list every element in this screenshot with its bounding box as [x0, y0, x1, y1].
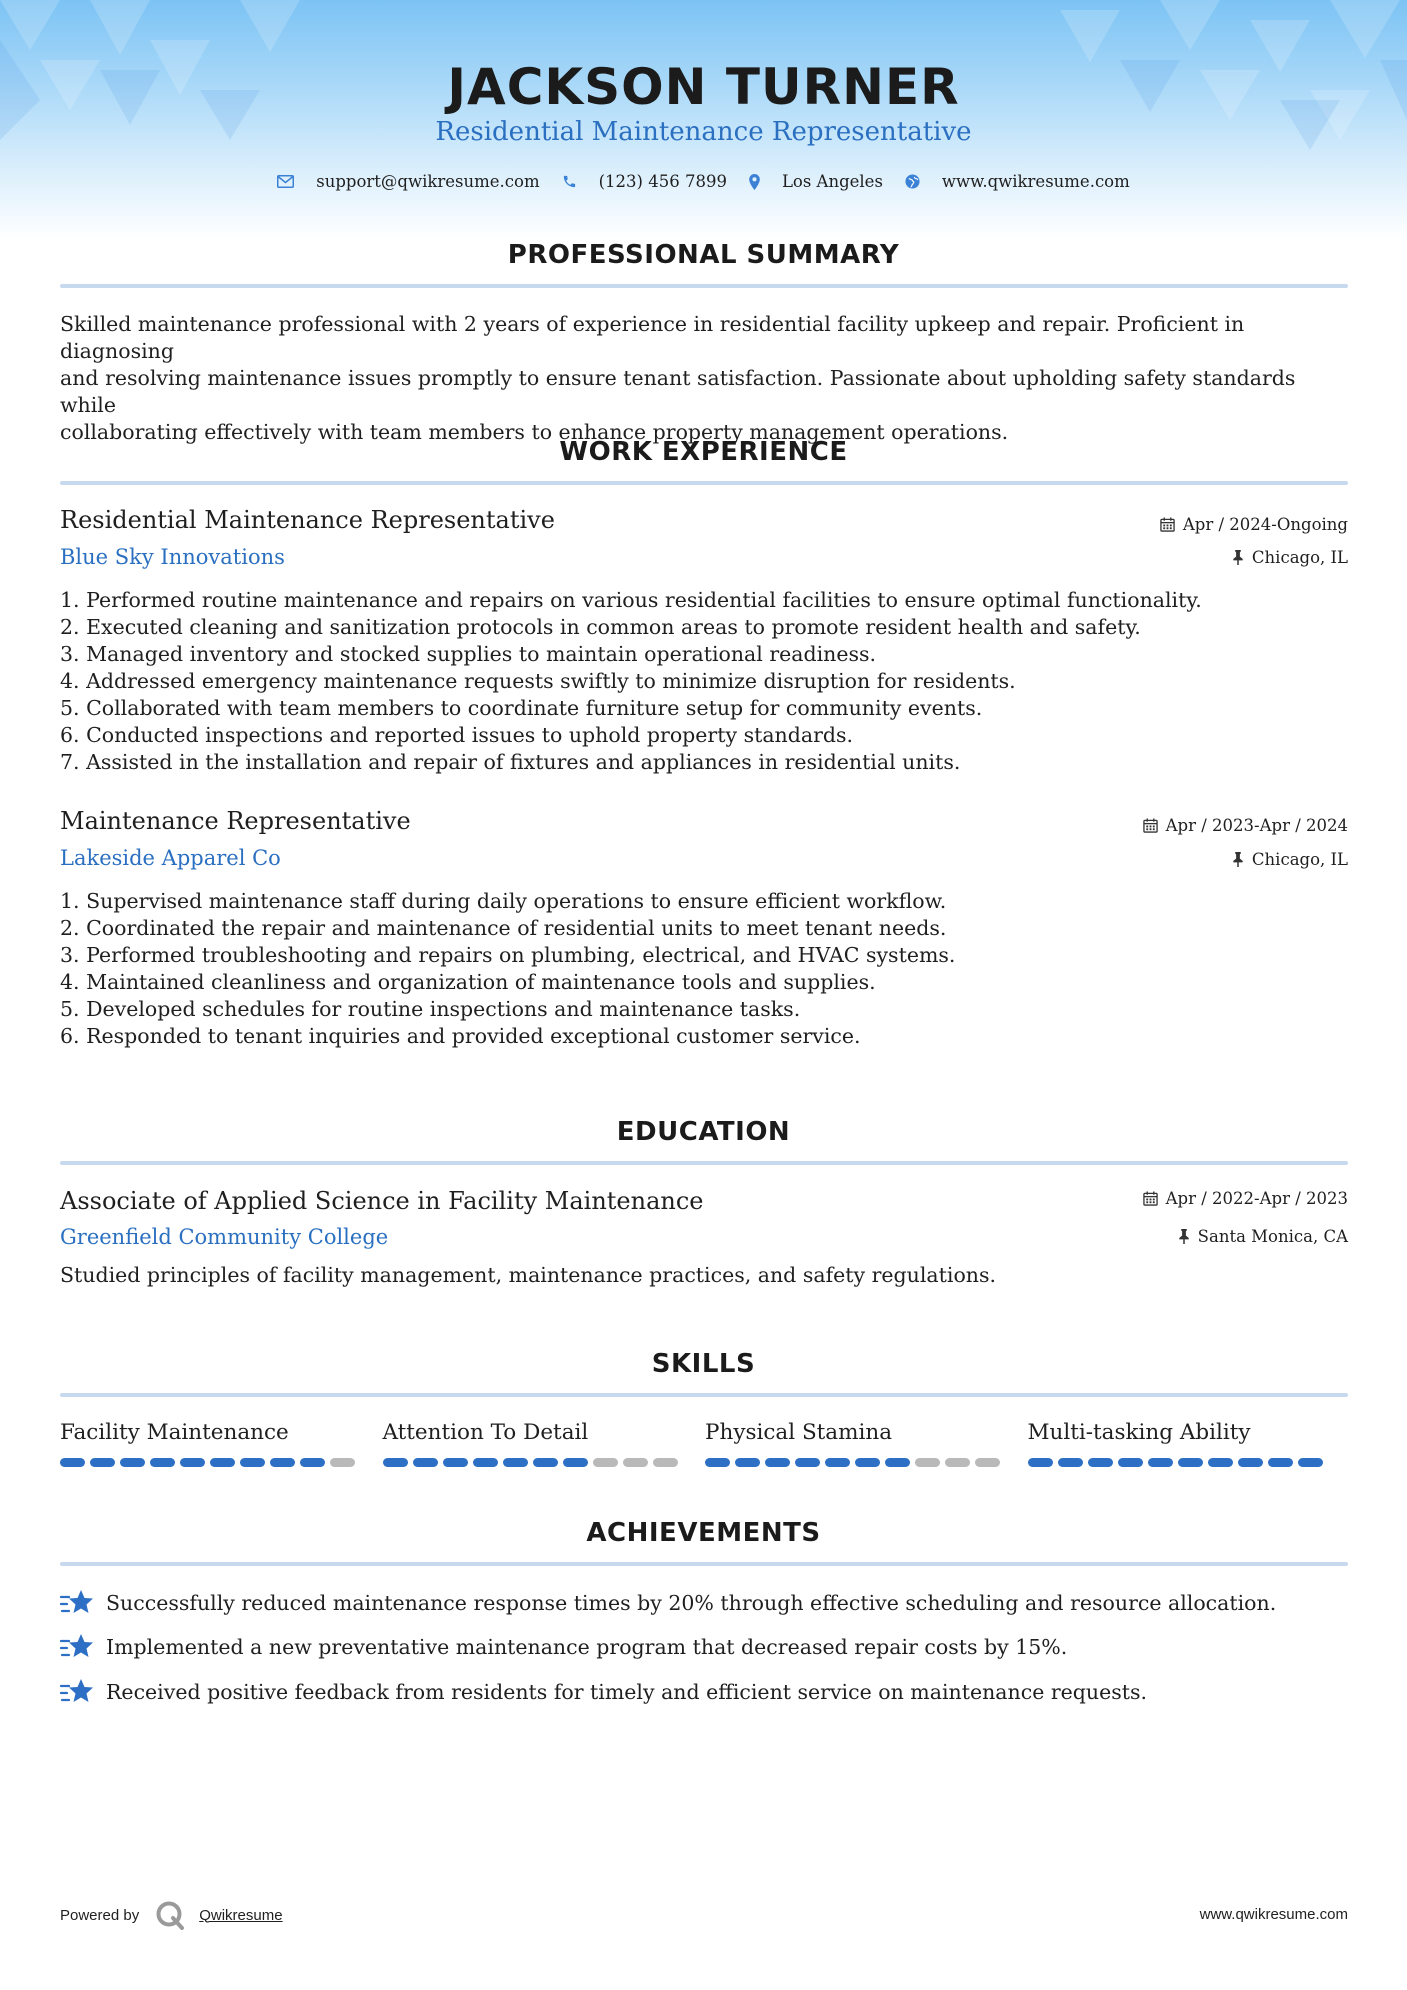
job-responsibilities [60, 888, 1350, 1050]
skills-list [60, 1420, 1350, 1467]
education-location-text: Santa Monica, CA [1197, 1227, 1348, 1246]
skill-segment [975, 1458, 1000, 1467]
skill-segment [1148, 1458, 1173, 1467]
job-dates [1160, 515, 1348, 534]
skill-segment [503, 1458, 528, 1467]
education-heading: EDUCATION [616, 1117, 791, 1147]
location-text: Los Angeles [781, 172, 883, 191]
skill-segment [945, 1458, 970, 1467]
job-title: Maintenance Representative [60, 807, 411, 835]
skill-item [383, 1420, 706, 1467]
list-item: 5. Developed schedules for routine inspections and maintenance tasks. [60, 997, 801, 1021]
list-item: 2. Coordinated the repair and maintenance of residential units to meet tenant needs. [60, 916, 947, 940]
list-item: 2. Executed cleaning and sanitization protocols in common areas to promote resident health and safety. [60, 615, 1141, 639]
qwikresume-logo-icon [155, 1900, 185, 1930]
skill-segment [915, 1458, 940, 1467]
skill-segment [855, 1458, 880, 1467]
education-location [1178, 1227, 1348, 1246]
skill-segment [593, 1458, 618, 1467]
skill-segment [60, 1458, 85, 1467]
contact-website[interactable] [905, 172, 1130, 191]
school-name: Greenfield Community College [60, 1225, 389, 1249]
pushpin-icon [1178, 1229, 1190, 1244]
star-icon [60, 1632, 94, 1662]
skill-segment [623, 1458, 648, 1467]
brand-link[interactable]: Qwikresume [199, 1906, 283, 1924]
skills-divider [60, 1393, 1348, 1397]
list-item: 5. Collaborated with team members to coordinate furniture setup for community events. [60, 696, 983, 720]
achievement-item [60, 1632, 1067, 1662]
list-item: 3. Performed troubleshooting and repairs on plumbing, electrical, and HVAC systems. [60, 943, 956, 967]
achievement-text: Implemented a new preventative maintenance program that decreased repair costs by 15%. [106, 1635, 1068, 1659]
calendar-icon [1143, 1191, 1158, 1206]
skill-level-bar [1028, 1458, 1351, 1467]
globe-icon [905, 174, 920, 189]
company-name: Blue Sky Innovations [60, 545, 285, 569]
summary-line: and resolving maintenance issues promptly to ensure tenant satisfaction. Passionate about upholding safety standards while [60, 366, 1296, 417]
phone-icon [562, 174, 577, 189]
list-item: 7. Assisted in the installation and repair of fixtures and appliances in residential units. [60, 750, 961, 774]
skill-segment [1058, 1458, 1083, 1467]
pushpin-icon [1232, 550, 1244, 565]
achievement-item [60, 1588, 1276, 1618]
skill-name: Multi-tasking Ability [1027, 1420, 1251, 1445]
list-item: 1. Supervised maintenance staff during daily operations to ensure efficient workflow. [60, 889, 947, 913]
candidate-name: JACKSON TURNER [447, 58, 960, 116]
skill-segment [1178, 1458, 1203, 1467]
job-location [1232, 850, 1348, 869]
skill-segment [705, 1458, 730, 1467]
skill-segment [825, 1458, 850, 1467]
skill-segment [473, 1458, 498, 1467]
summary-line: Skilled maintenance professional with 2 years of experience in residential facility upkeep and repair. Proficient in diagnosing [60, 312, 1245, 363]
phone-text: (123) 456 7899 [598, 172, 727, 191]
skill-level-bar [383, 1458, 706, 1467]
star-icon [60, 1677, 94, 1707]
website-text: www.qwikresume.com [941, 172, 1130, 191]
contact-phone[interactable] [562, 172, 727, 191]
skill-segment [533, 1458, 558, 1467]
list-item: 1. Performed routine maintenance and repairs on various residential facilities to ensure optimal functionality. [60, 588, 1202, 612]
skill-segment [1298, 1458, 1323, 1467]
footer-powered-by [60, 1900, 283, 1930]
skill-segment [443, 1458, 468, 1467]
education-description: Studied principles of facility management, maintenance practices, and safety regulations. [60, 1263, 997, 1287]
skill-segment [240, 1458, 265, 1467]
job-responsibilities [60, 587, 1350, 776]
skill-segment [120, 1458, 145, 1467]
powered-by-label: Powered by [60, 1906, 140, 1924]
calendar-icon [1143, 818, 1158, 833]
experience-heading: WORK EXPERIENCE [559, 437, 848, 467]
skill-segment [1118, 1458, 1143, 1467]
job-title: Residential Maintenance Representative [60, 506, 555, 534]
skill-name: Facility Maintenance [60, 1420, 289, 1445]
contact-location [749, 172, 883, 191]
summary-line: collaborating effectively with team members to enhance property management operations. [60, 420, 1009, 444]
skill-segment [270, 1458, 295, 1467]
calendar-icon [1160, 517, 1175, 532]
job-location [1232, 548, 1348, 567]
skill-segment [300, 1458, 325, 1467]
job-dates-text: Apr / 2023-Apr / 2024 [1165, 816, 1348, 835]
skill-segment [1238, 1458, 1263, 1467]
summary-text [60, 311, 1350, 446]
skill-segment [383, 1458, 408, 1467]
skills-heading: SKILLS [651, 1349, 756, 1379]
skill-segment [653, 1458, 678, 1467]
skill-segment [150, 1458, 175, 1467]
education-dates [1143, 1189, 1348, 1208]
list-item: 3. Managed inventory and stocked supplies to maintain operational readiness. [60, 642, 877, 666]
list-item: 6. Responded to tenant inquiries and provided exceptional customer service. [60, 1024, 861, 1048]
skill-segment [795, 1458, 820, 1467]
job-dates [1143, 816, 1348, 835]
skill-segment [180, 1458, 205, 1467]
summary-divider [60, 284, 1348, 288]
skill-segment [330, 1458, 355, 1467]
skill-item [1028, 1420, 1351, 1467]
achievement-item [60, 1677, 1147, 1707]
contact-email[interactable] [277, 172, 539, 191]
star-icon [60, 1588, 94, 1618]
skill-level-bar [60, 1458, 383, 1467]
skill-level-bar [705, 1458, 1028, 1467]
achievements-divider [60, 1562, 1348, 1566]
degree-title: Associate of Applied Science in Facility Maintenance [60, 1187, 704, 1215]
map-pin-icon [749, 174, 760, 190]
contact-bar [0, 172, 1407, 191]
skill-segment [1088, 1458, 1113, 1467]
education-dates-text: Apr / 2022-Apr / 2023 [1165, 1189, 1348, 1208]
envelope-icon [277, 175, 294, 188]
education-divider [60, 1161, 1348, 1165]
skill-segment [210, 1458, 235, 1467]
skill-item [60, 1420, 383, 1467]
skill-segment [1208, 1458, 1233, 1467]
achievements-heading: ACHIEVEMENTS [586, 1518, 821, 1548]
list-item: 4. Maintained cleanliness and organization of maintenance tools and supplies. [60, 970, 876, 994]
skill-segment [1028, 1458, 1053, 1467]
skill-item [705, 1420, 1028, 1467]
skill-segment [765, 1458, 790, 1467]
candidate-role: Residential Maintenance Representative [435, 117, 972, 147]
company-name: Lakeside Apparel Co [60, 846, 281, 870]
skill-name: Attention To Detail [382, 1420, 589, 1445]
skill-segment [563, 1458, 588, 1467]
skill-segment [413, 1458, 438, 1467]
footer-website-link[interactable]: www.qwikresume.com [1199, 1906, 1348, 1923]
skill-name: Physical Stamina [705, 1420, 893, 1445]
summary-heading: PROFESSIONAL SUMMARY [507, 240, 900, 270]
pushpin-icon [1232, 852, 1244, 867]
experience-divider [60, 481, 1348, 485]
skill-segment [90, 1458, 115, 1467]
job-location-text: Chicago, IL [1251, 850, 1348, 869]
skill-segment [885, 1458, 910, 1467]
list-item: 4. Addressed emergency maintenance requests swiftly to minimize disruption for residents. [60, 669, 1016, 693]
job-location-text: Chicago, IL [1251, 548, 1348, 567]
email-text: support@qwikresume.com [316, 172, 540, 191]
skill-segment [1268, 1458, 1293, 1467]
skill-segment [735, 1458, 760, 1467]
job-dates-text: Apr / 2024-Ongoing [1182, 515, 1348, 534]
achievement-text: Successfully reduced maintenance response times by 20% through effective scheduling and resource allocation. [106, 1591, 1277, 1615]
achievement-text: Received positive feedback from residents for timely and efficient service on maintenance requests. [106, 1680, 1148, 1704]
list-item: 6. Conducted inspections and reported issues to uphold property standards. [60, 723, 854, 747]
